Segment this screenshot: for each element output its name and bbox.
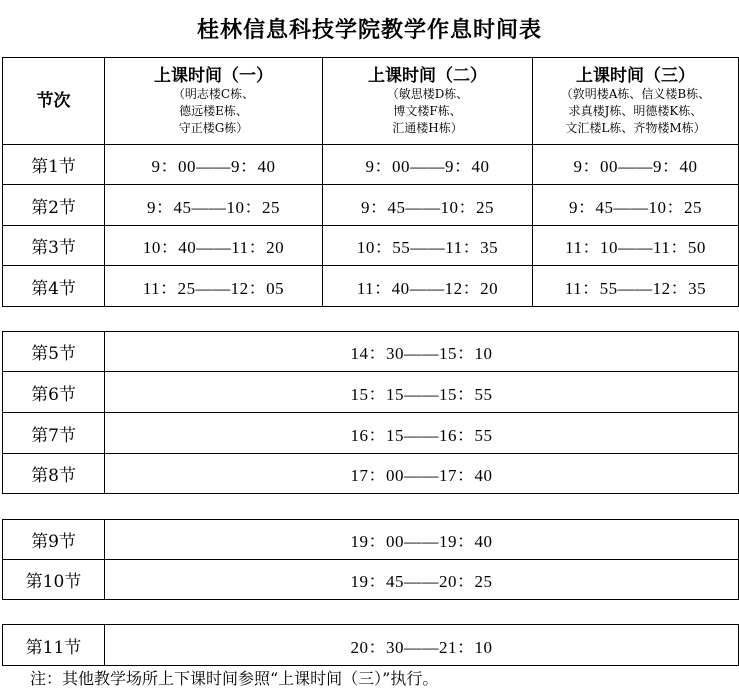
column-header-title: 上课时间（二） <box>368 65 487 86</box>
period-cell: 第7节 <box>3 413 105 454</box>
time-cell: 9：45——10：25 <box>323 185 533 226</box>
table-row <box>3 226 739 266</box>
period-cell: 第9节 <box>3 520 105 560</box>
time-cell: 19：00——19：40 <box>105 520 739 560</box>
time-cell: 11：25——12：05 <box>105 266 323 307</box>
time-cell: 20：30——21：10 <box>105 625 739 666</box>
period-cell: 第1节 <box>3 145 105 185</box>
time-cell: 9：00——9：40 <box>533 145 739 185</box>
column-header-title: 上课时间（一） <box>154 65 273 86</box>
time-cell: 17：00——17：40 <box>105 454 739 494</box>
period-cell: 第3节 <box>3 226 105 266</box>
period-cell: 第10节 <box>3 560 105 600</box>
table-row <box>3 372 739 413</box>
time-cell: 10：55——11：35 <box>323 226 533 266</box>
spacer-row <box>3 600 739 625</box>
column-header-buildings: 汇通楼H栋） <box>392 120 463 135</box>
column-header-buildings: （敏思楼D栋、 <box>386 86 469 101</box>
table-row <box>3 520 739 560</box>
period-cell: 第6节 <box>3 372 105 413</box>
time-cell: 10：40——11：20 <box>105 226 323 266</box>
table-row <box>3 625 739 666</box>
time-cell: 19：45——20：25 <box>105 560 739 600</box>
column-header-2 <box>323 58 533 145</box>
column-header-title: 上课时间（三） <box>576 65 695 86</box>
column-header-buildings: 文汇楼L栋、齐物楼M栋） <box>565 120 706 135</box>
time-cell: 15：15——15：55 <box>105 372 739 413</box>
table-row <box>3 145 739 185</box>
time-cell: 16：15——16：55 <box>105 413 739 454</box>
period-cell: 第4节 <box>3 266 105 307</box>
time-cell: 9：45——10：25 <box>105 185 323 226</box>
table-row <box>3 332 739 372</box>
page-title: 桂林信息科技学院教学作息时间表 <box>196 17 542 43</box>
period-cell: 第2节 <box>3 185 105 226</box>
time-cell: 14：30——15：10 <box>105 332 739 372</box>
column-header-buildings: 德远楼E栋、 <box>179 103 248 118</box>
header-row <box>3 58 739 145</box>
column-header-buildings: 求真楼J栋、明德楼K栋、 <box>568 103 703 118</box>
period-cell: 第8节 <box>3 454 105 494</box>
time-cell: 11：40——12：20 <box>323 266 533 307</box>
column-header-buildings: 博文楼F栋、 <box>393 103 462 118</box>
time-cell: 11：10——11：50 <box>533 226 739 266</box>
time-cell: 11：55——12：35 <box>533 266 739 307</box>
table-row <box>3 560 739 600</box>
spacer-row <box>3 494 739 520</box>
time-cell: 9：00——9：40 <box>105 145 323 185</box>
footnote: 注：其他教学场所上下课时间参照“上课时间（三）”执行。 <box>30 669 439 688</box>
table-row <box>3 413 739 454</box>
table-row <box>3 185 739 226</box>
schedule-table <box>2 57 739 666</box>
table-row <box>3 266 739 307</box>
spacer-row <box>3 307 739 332</box>
column-header-buildings: （敦明楼A栋、信义楼B栋、 <box>560 86 711 101</box>
column-header-buildings: （明志楼C栋、 <box>172 86 255 101</box>
time-cell: 9：45——10：25 <box>533 185 739 226</box>
period-cell: 第5节 <box>3 332 105 372</box>
column-header-1 <box>105 58 323 145</box>
column-header-3 <box>533 58 739 145</box>
period-cell: 第11节 <box>3 625 105 666</box>
time-cell: 9：00——9：40 <box>323 145 533 185</box>
period-header: 节次 <box>3 58 105 145</box>
column-header-buildings: 守正楼G栋） <box>178 120 249 135</box>
table-row <box>3 454 739 494</box>
